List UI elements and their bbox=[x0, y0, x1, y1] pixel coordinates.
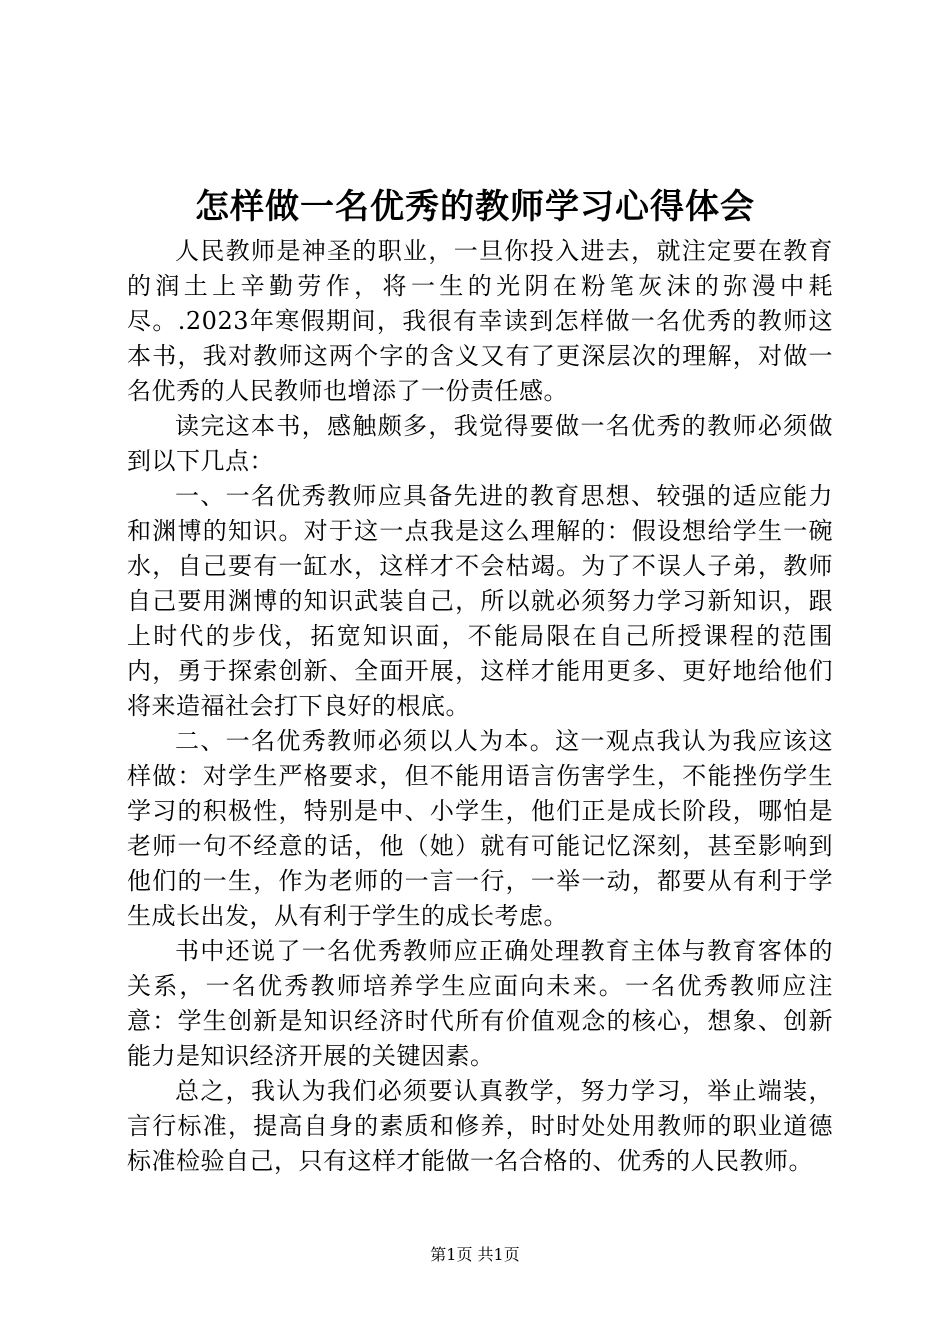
document-body bbox=[127, 234, 833, 1179]
paragraph-conclusion: 总之，我认为我们必须要认真教学，努力学习，举止端装，言行标准，提高自身的素质和修养，时时处处用教师的职业道德标准检验自己，只有这样才能做一名合格的、优秀的人民教师。 bbox=[127, 1077, 833, 1175]
paragraph-point-two: 二、一名优秀教师必须以人为本。这一观点我认为我应该这样做：对学生严格要求，但不能用语言伤害学生，不能挫伤学生学习的积极性，特别是中、小学生，他们正是成长阶段，哪怕是老师一句不经意的话，他（她）就有可能记忆深刻，甚至影响到他们的一生，作为老师的一言一行，一举一动，都要从有利于学生成长出发，从有利于学生的成长考虑。 bbox=[127, 727, 833, 930]
paragraph-intro: 人民教师是神圣的职业，一旦你投入进去，就注定要在教育的润土上辛勤劳作，将一生的光阴在粉笔灰沫的弥漫中耗尽。.2023年寒假期间，我很有幸读到怎样做一名优秀的教师这本书，我对教师这两个字的含义又有了更深层次的理解，对做一名优秀的人民教师也增添了一份责任感。 bbox=[127, 237, 833, 405]
document-title: 怎样做一名优秀的教师学习心得体会 bbox=[195, 187, 755, 227]
paragraph-point-one: 一、一名优秀教师应具备先进的教育思想、较强的适应能力和渊博的知识。对于这一点我是这么理解的：假设想给学生一碗水，自己要有一缸水，这样才不会枯竭。为了不误人子弟，教师自己要用渊博的知识武装自己，所以就必须努力学习新知识，跟上时代的步伐，拓宽知识面，不能局限在自己所授课程的范围内，勇于探索创新、全面开展，这样才能用更多、更好地给他们将来造福社会打下良好的根底。 bbox=[127, 482, 833, 720]
paragraph-points-lead: 读完这本书，感触颇多，我觉得要做一名优秀的教师必须做到以下几点： bbox=[127, 412, 833, 475]
page-number-footer: 第1页 共1页 bbox=[430, 1245, 520, 1264]
paragraph-book-notes: 书中还说了一名优秀教师应正确处理教育主体与教育客体的关系，一名优秀教师培养学生应面向未来。一名优秀教师应注意：学生创新是知识经济时代所有价值观念的核心，想象、创新能力是知识经济开展的关键因素。 bbox=[127, 937, 833, 1070]
